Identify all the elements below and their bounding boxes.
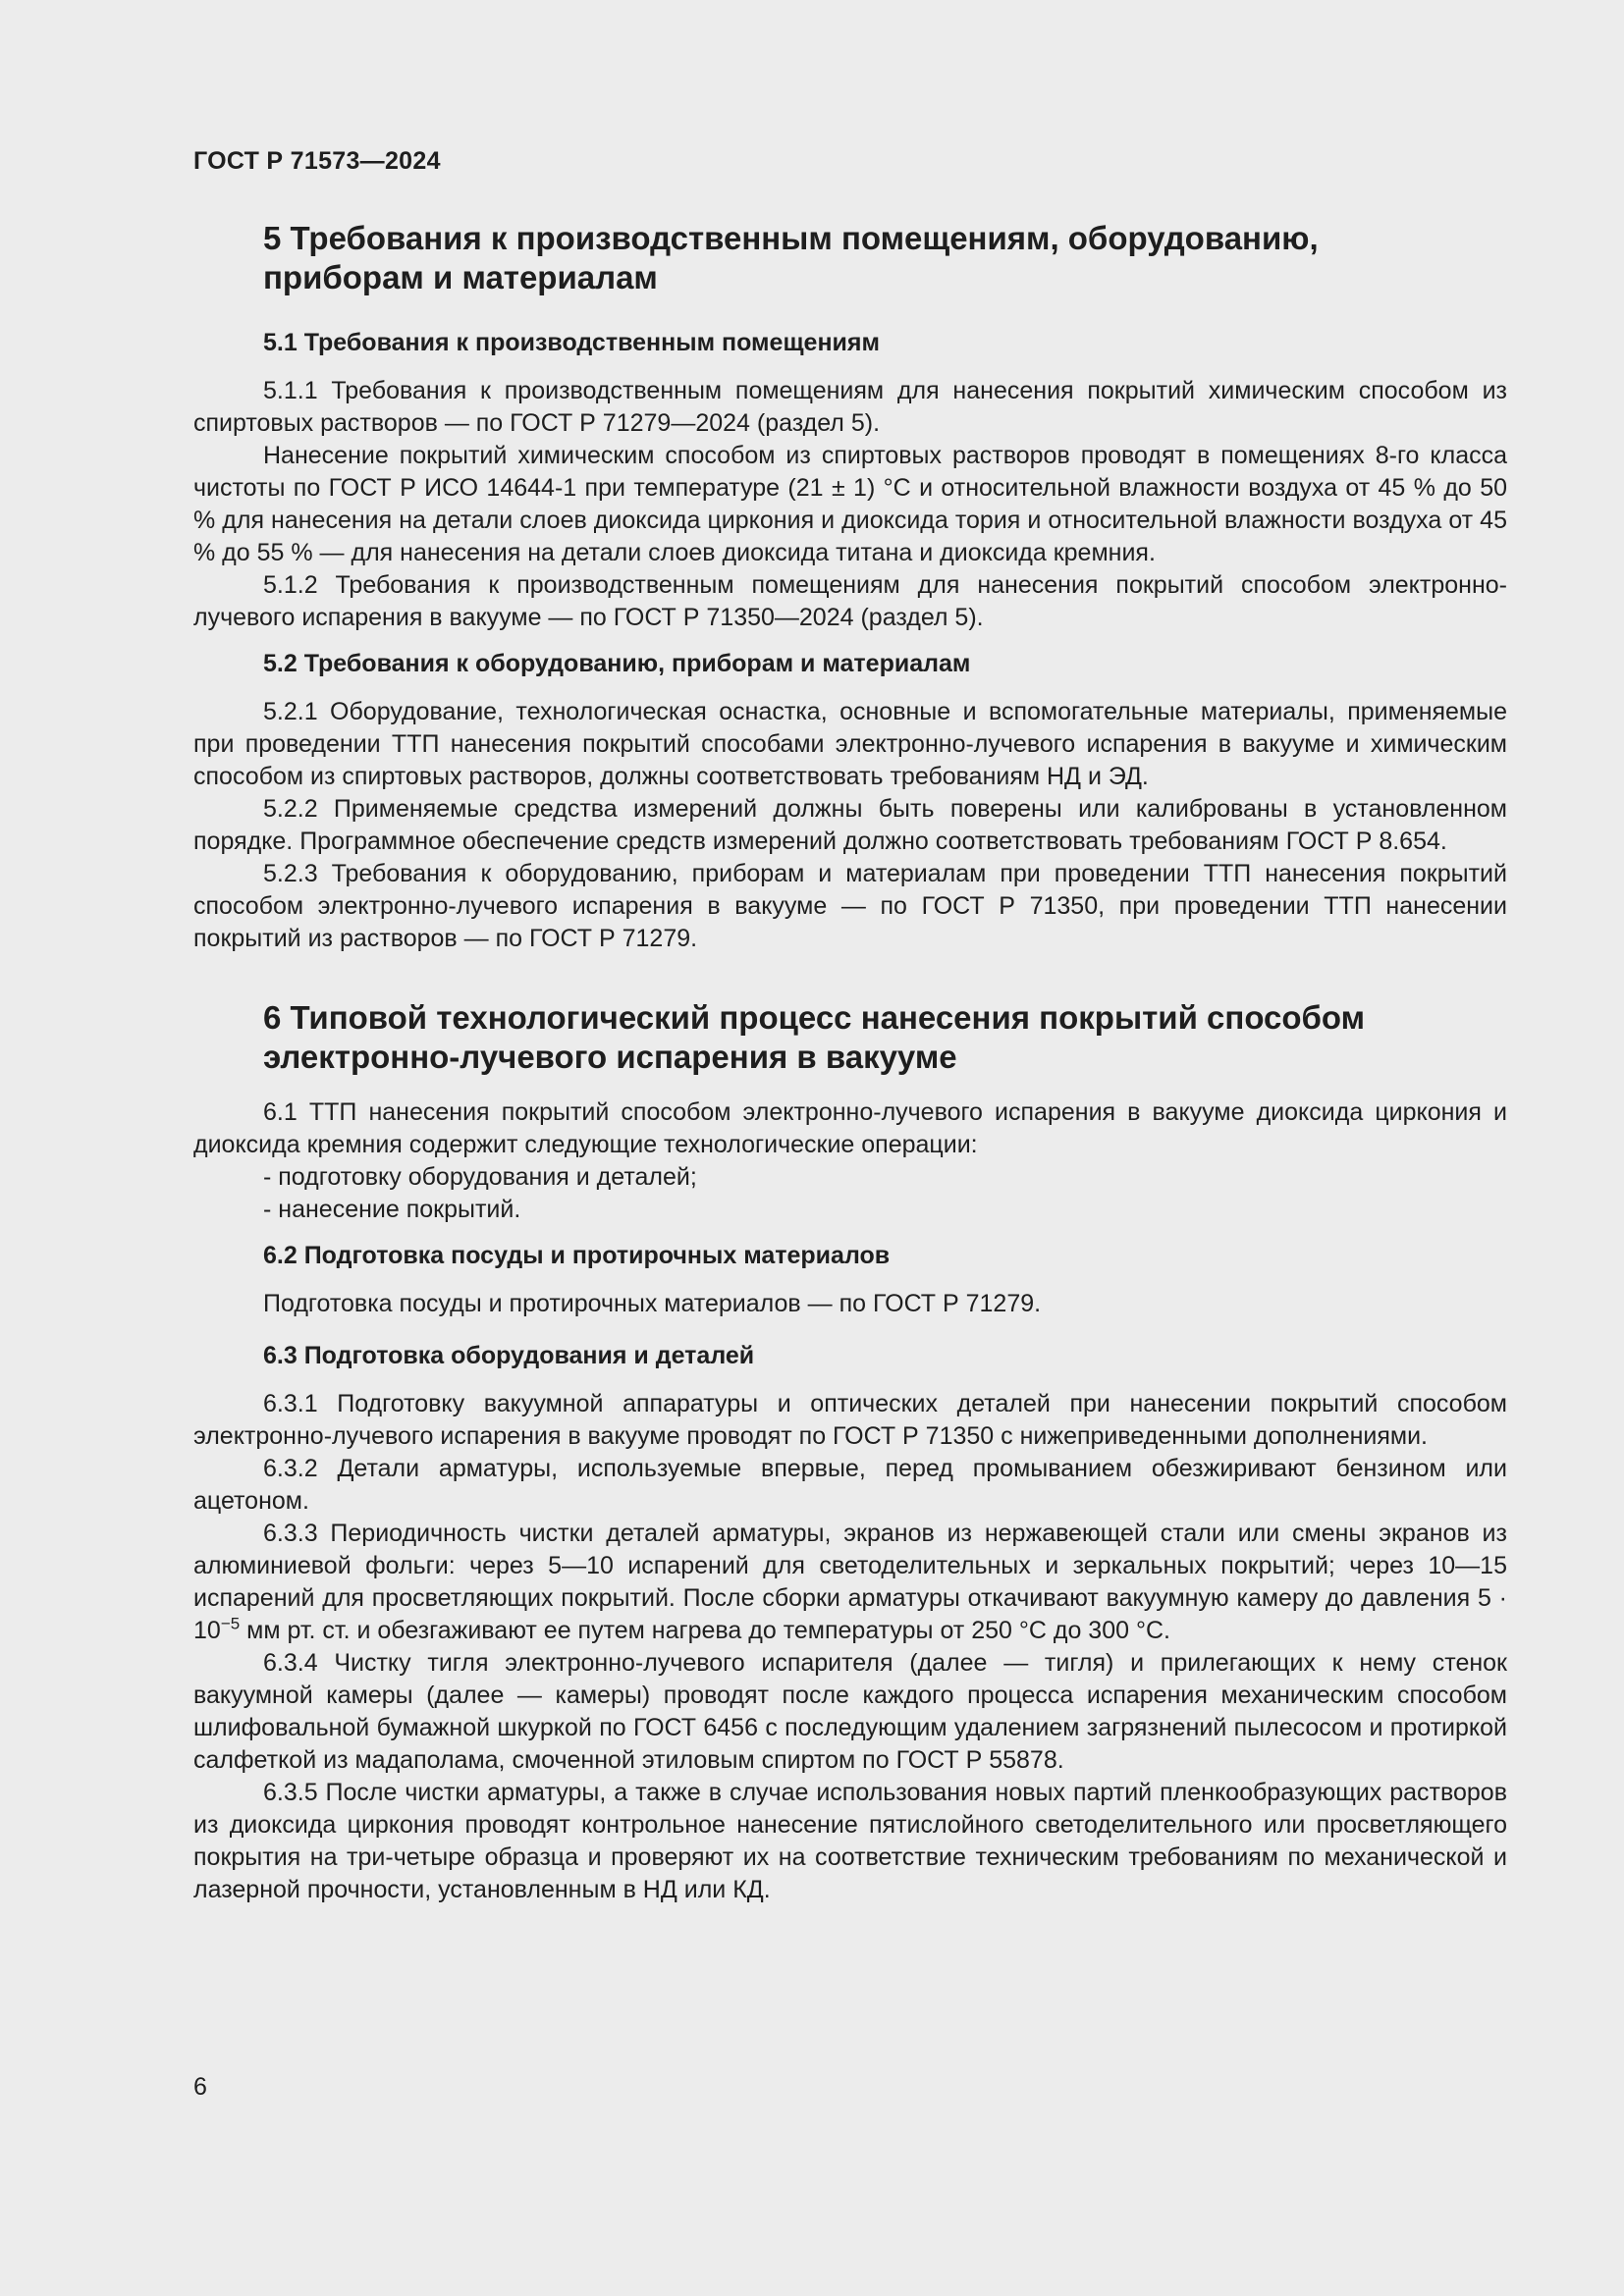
paragraph-6-3-3 — [193, 1518, 1507, 1647]
paragraph-5-2-1: 5.2.1 Оборудование, технологическая оснастка, основные и вспомогательные материалы, применяемые при проведении ТТП нанесения покрытий способами электронно-лучевого испарения в вакууме и химическим способом из спиртовых растворов, должны соответствовать требованиям НД и ЭД. — [193, 698, 1507, 790]
paragraph-5-1-1: 5.1.1 Требования к производственным помещениям для нанесения покрытий химическим способом из спиртовых растворов — по ГОСТ Р 71279—2024 (раздел 5). — [193, 377, 1507, 437]
paragraph-6-3-3-part1: 6.3.3 Периодичность чистки деталей арматуры, экранов из нержавеющей стали или смены экранов из алюминиевой фольги: через 5—10 испарений для светоделительных и зеркальных покрытий; через 10—15 испарений для просветляющих покрытий. После сборки арматуры откачивают вакуумную камеру до давления 5 · 10 — [193, 1520, 1507, 1644]
paragraph-5-2-3: 5.2.3 Требования к оборудованию, приборам и материалам при проведении ТТП нанесения покрытий способом электронно-лучевого испарения в вакууме — по ГОСТ Р 71350, при проведении ТТП нанесении покрытий из растворов — по ГОСТ Р 71279. — [193, 860, 1507, 952]
document-page — [193, 147, 1507, 1906]
section-6-title-line1: 6 Типовой технологический процесс нанесения покрытий способом — [263, 999, 1366, 1036]
exponent: −5 — [220, 1614, 241, 1633]
subsection-6-2-title: 6.2 Подготовка посуды и протирочных материалов — [263, 1242, 891, 1269]
paragraph-6-3-5: 6.3.5 После чистки арматуры, а также в случае использования новых партий пленкообразующих растворов из диоксида циркония проводят контрольное нанесение пятислойного светоделительного или просветляющего покрытия на три-четыре образца и проверяют их на соответствие техническим требованиям по механической и лазерной прочности, установленным в НД или КД. — [193, 1779, 1507, 1903]
paragraph-6-2: Подготовка посуды и протирочных материалов — по ГОСТ Р 71279. — [263, 1290, 1042, 1317]
page-number: 6 — [193, 2073, 207, 2101]
section-5-title-line1: 5 Требования к производственным помещениям, оборудованию, — [263, 220, 1319, 256]
paragraph-6-3-1: 6.3.1 Подготовку вакуумной аппаратуры и оптических деталей при нанесении покрытий способом электронно-лучевого испарения в вакууме проводят по ГОСТ Р 71350 с нижеприведенными дополнениями. — [193, 1390, 1507, 1450]
section-5-title — [193, 219, 1507, 297]
section-6-title-line2: электронно-лучевого испарения в вакууме — [263, 1039, 957, 1075]
paragraph-6-1: 6.1 ТТП нанесения покрытий способом электронно-лучевого испарения в вакууме диоксида циркония и диоксида кремния содержит следующие технологические операции: — [193, 1098, 1507, 1158]
section-6-title — [193, 998, 1507, 1077]
list-item: - нанесение покрытий. — [263, 1196, 521, 1223]
paragraph-5-1-2: 5.1.2 Требования к производственным помещениям для нанесения покрытий способом электронно-лучевого испарения в вакууме — по ГОСТ Р 71350—2024 (раздел 5). — [193, 571, 1507, 631]
paragraph-5-2-2: 5.2.2 Применяемые средства измерений должны быть поверены или калиброваны в установленном порядке. Программное обеспечение средств измерений должно соответствовать требованиям ГОСТ Р 8.654. — [193, 795, 1507, 855]
list-item: - подготовку оборудования и деталей; — [263, 1163, 697, 1191]
paragraph-6-3-4: 6.3.4 Чистку тигля электронно-лучевого испарителя (далее — тигля) и прилегающих к нему стенок вакуумной камеры (далее — камеры) проводят после каждого процесса испарения механическим способом шлифовальной бумажной шкуркой по ГОСТ 6456 с последующим удалением загрязнений пылесосом и протиркой салфеткой из мадаполама, смоченной этиловым спиртом по ГОСТ Р 55878. — [193, 1649, 1507, 1774]
section-5-title-line2: приборам и материалам — [263, 259, 658, 295]
paragraph-6-3-2: 6.3.2 Детали арматуры, используемые впервые, перед промыванием обезжиривают бензином или ацетоном. — [193, 1455, 1507, 1515]
paragraph-5-1-1-cont: Нанесение покрытий химическим способом из спиртовых растворов проводят в помещениях 8-го класса чистоты по ГОСТ Р ИСО 14644-1 при температуре (21 ± 1) °С и относительной влажности воздуха от 45 % до 50 % для нанесения на детали слоев диоксида циркония и диоксида тория и относительной влажности воздуха от 45 % до 55 % — для нанесения на детали слоев диоксида титана и диоксида кремния. — [193, 442, 1507, 566]
subsection-5-1-title: 5.1 Требования к производственным помещениям — [263, 329, 881, 356]
paragraph-6-3-3-part2: мм рт. ст. и обезгаживают ее путем нагрева до температуры от 250 °С до 300 °С. — [240, 1617, 1170, 1644]
document-code-header: ГОСТ Р 71573—2024 — [193, 147, 441, 175]
subsection-6-3-title: 6.3 Подготовка оборудования и деталей — [263, 1342, 755, 1369]
subsection-5-2-title: 5.2 Требования к оборудованию, приборам и материалам — [263, 650, 971, 677]
